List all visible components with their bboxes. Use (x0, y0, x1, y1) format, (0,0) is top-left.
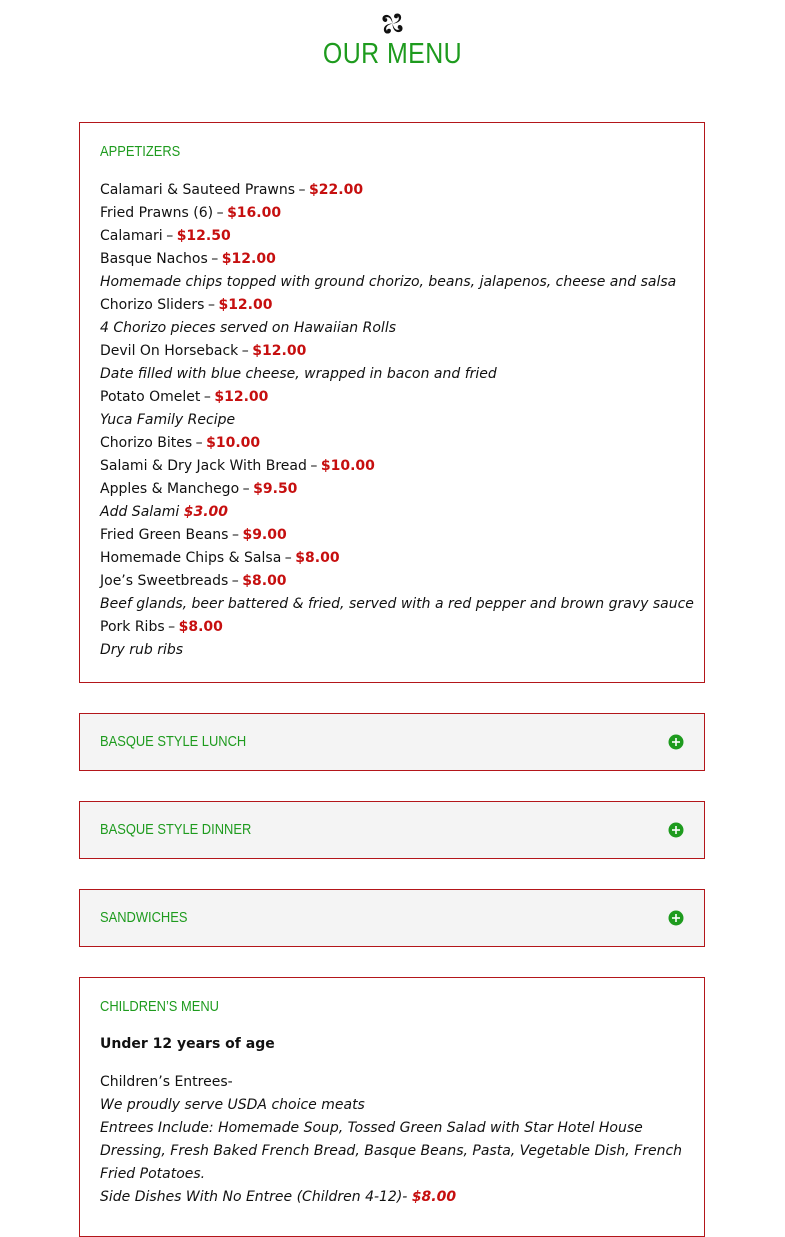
menu-item-name: Potato Omelet (100, 389, 201, 405)
menu-item-price: $8.00 (295, 550, 340, 566)
menu-item (100, 524, 694, 547)
menu-item-price: $12.00 (214, 389, 269, 405)
menu-item (100, 478, 694, 501)
accordion-title-basque-style-dinner[interactable]: BASQUE STYLE DINNER (100, 821, 252, 838)
accordion-title-childrens-menu[interactable]: CHILDREN’S MENU (100, 998, 219, 1015)
menu-item-separator: – (231, 527, 239, 543)
usda-note: We proudly serve USDA choice meats (100, 1097, 365, 1113)
menu-item-name: Apples & Manchego (100, 481, 240, 497)
description-text: 4 Chorizo pieces served on Hawaiian Rolls (100, 320, 396, 336)
menu-item-separator: – (168, 619, 176, 635)
entrees-include-description: Entrees Include: Homemade Soup, Tossed Green Salad with Star Hotel House Dressing, Fresh Baked French Bread, Basque Beans, Pasta, Vegetable Dish, French Fried Potatoes. (100, 1120, 683, 1182)
menu-item-separator: – (231, 573, 239, 589)
description-text: Add Salami (100, 504, 180, 520)
menu-item-name: Chorizo Bites (100, 435, 193, 451)
childrens-age-note: Under 12 years of age (100, 1036, 275, 1052)
menu-item-price: $8.00 (178, 619, 223, 635)
menu-item-price: $8.00 (242, 573, 287, 589)
menu-item-name: Pork Ribs (100, 619, 165, 635)
page-title: OUR MENU (322, 38, 463, 70)
appetizers-list (100, 179, 694, 662)
menu-item-separator: – (242, 481, 250, 497)
menu-item-description (100, 593, 694, 616)
menu-item-price: $10.00 (320, 458, 375, 474)
menu-item (100, 455, 694, 478)
menu-item-description (100, 363, 694, 386)
menu-item (100, 225, 694, 248)
menu-item-separator: – (211, 251, 219, 267)
menu-item-price: $22.00 (309, 182, 364, 198)
menu-item-separator: – (284, 550, 292, 566)
menu-item-name: Fried Green Beans (100, 527, 229, 543)
menu-item-separator: – (207, 297, 215, 313)
accordion-basque-style-dinner[interactable] (79, 801, 705, 859)
childrens-entrees-label: Children’s Entrees- (100, 1074, 233, 1090)
menu-item-description (100, 409, 694, 432)
menu-item-price: $12.00 (221, 251, 276, 267)
accordion-childrens-menu (79, 977, 705, 1237)
menu-item-price: $12.50 (176, 228, 231, 244)
accordion-title-basque-style-lunch[interactable]: BASQUE STYLE LUNCH (100, 733, 247, 750)
menu-item-name: Joe’s Sweetbreads (100, 573, 229, 589)
childrens-menu-details (100, 1071, 690, 1209)
menu-item (100, 248, 694, 271)
description-text: Beef glands, beer battered & fried, served with a red pepper and brown gravy sauce (100, 596, 694, 612)
plus-circle-icon[interactable] (668, 734, 684, 750)
menu-item-name: Salami & Dry Jack With Bread (100, 458, 307, 474)
menu-item-description (100, 317, 694, 340)
menu-item (100, 432, 694, 455)
side-dishes-label: Side Dishes With No Entree (Children 4-12)- (100, 1189, 408, 1205)
menu-item (100, 340, 694, 363)
menu-item-separator: – (216, 205, 224, 221)
menu-item-name: Homemade Chips & Salsa (100, 550, 282, 566)
menu-item-price: $3.00 (183, 504, 229, 520)
description-text: Dry rub ribs (100, 642, 184, 658)
plus-circle-icon[interactable] (668, 910, 684, 926)
menu-item-price: $9.50 (253, 481, 298, 497)
accordion-appetizers (79, 122, 705, 683)
menu-item (100, 294, 694, 317)
menu-item (100, 386, 694, 409)
menu-item-description (100, 639, 694, 662)
menu-item-name: Devil On Horseback (100, 343, 239, 359)
accordion-sandwiches[interactable] (79, 889, 705, 947)
menu-item (100, 616, 694, 639)
description-text: Date filled with blue cheese, wrapped in bacon and fried (100, 366, 497, 382)
accordion-title-sandwiches[interactable]: SANDWICHES (100, 909, 188, 926)
plus-circle-icon[interactable] (668, 822, 684, 838)
side-dishes-price: $8.00 (411, 1189, 457, 1205)
description-text: Homemade chips topped with ground chorizo, beans, jalapenos, cheese and salsa (100, 274, 677, 290)
menu-item-name: Calamari & Sauteed Prawns (100, 182, 296, 198)
menu-item-price: $12.00 (252, 343, 307, 359)
menu-item (100, 202, 694, 225)
menu-item-separator: – (241, 343, 249, 359)
menu-item-price: $12.00 (218, 297, 273, 313)
menu-item (100, 570, 694, 593)
menu-item-price: $16.00 (227, 205, 282, 221)
side-dishes-line (100, 1186, 690, 1209)
menu-item (100, 179, 694, 202)
menu-item-separator: – (203, 389, 211, 405)
menu-item-description (100, 501, 694, 524)
menu-item-separator: – (166, 228, 174, 244)
menu-item (100, 547, 694, 570)
menu-item-price: $10.00 (206, 435, 261, 451)
basque-lauburu-icon (379, 10, 406, 37)
menu-item-price: $9.00 (242, 527, 287, 543)
menu-item-name: Chorizo Sliders (100, 297, 205, 313)
menu-item-separator: – (298, 182, 306, 198)
menu-item-name: Fried Prawns (6) (100, 205, 214, 221)
menu-item-name: Calamari (100, 228, 163, 244)
accordion-basque-style-lunch[interactable] (79, 713, 705, 771)
menu-item-separator: – (310, 458, 318, 474)
menu-item-description (100, 271, 694, 294)
menu-item-separator: – (195, 435, 203, 451)
menu-item-name: Basque Nachos (100, 251, 208, 267)
accordion-title-appetizers[interactable]: APPETIZERS (100, 143, 181, 160)
description-text: Yuca Family Recipe (100, 412, 236, 428)
